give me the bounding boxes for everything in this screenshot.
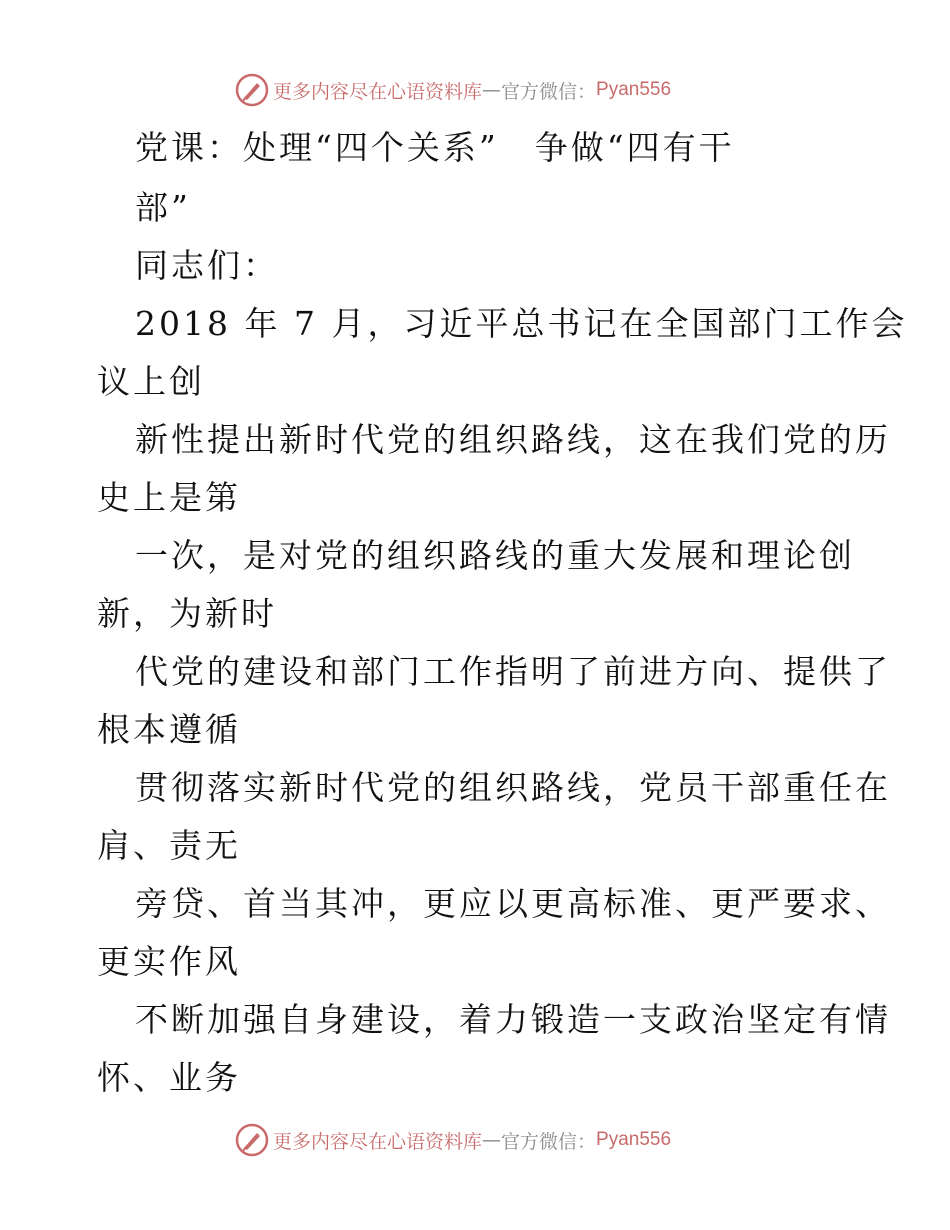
doc-line: 根本遵循 (97, 710, 241, 749)
doc-line: 新，为新时 (97, 594, 277, 633)
doc-line: 一次，是对党的组织路线的重大发展和理论创 (135, 536, 855, 575)
watermark-main-text: 更多内容尽在心语资料库 (273, 80, 483, 103)
doc-line: 代党的建设和部门工作指明了前进方向、提供了 (135, 652, 891, 691)
doc-line: 贯彻落实新时代党的组织路线，党员干部重任在 (135, 768, 891, 807)
watermark-main-text: 更多内容尽在心语资料库 (273, 1130, 483, 1153)
header-watermark (235, 70, 671, 110)
footer-watermark (235, 1120, 671, 1160)
doc-line: 2018 年 7 月，习近平总书记在全国部门工作会 (135, 304, 908, 343)
doc-line: 更实作风 (97, 942, 241, 981)
doc-line: 不断加强自身建设，着力锻造一支政治坚定有情 (135, 1000, 891, 1039)
doc-line: 肩、责无 (97, 826, 241, 865)
watermark-separator: — (482, 79, 502, 101)
watermark-sub-text: 官方微信： (501, 1130, 597, 1153)
doc-line: 史上是第 (97, 478, 241, 517)
doc-salutation: 同志们： (135, 246, 279, 285)
watermark-id: Pyan556 (596, 79, 672, 100)
doc-line: 怀、业务 (97, 1058, 241, 1097)
watermark-separator: — (482, 1129, 502, 1151)
doc-line: 旁贷、首当其冲，更应以更高标准、更严要求、 (135, 884, 891, 923)
watermark-id: Pyan556 (596, 1129, 672, 1150)
doc-line: 议上创 (97, 362, 205, 401)
watermark-sub-text: 官方微信： (501, 80, 597, 103)
quill-logo-icon (235, 73, 269, 107)
quill-logo-icon (235, 1123, 269, 1157)
doc-line: 新性提出新时代党的组织路线，这在我们党的历 (135, 420, 891, 459)
doc-title-line-2: 部” (135, 188, 191, 227)
doc-title-line-1: 党课：处理“四个关系” 争做“四有干 (135, 128, 735, 167)
